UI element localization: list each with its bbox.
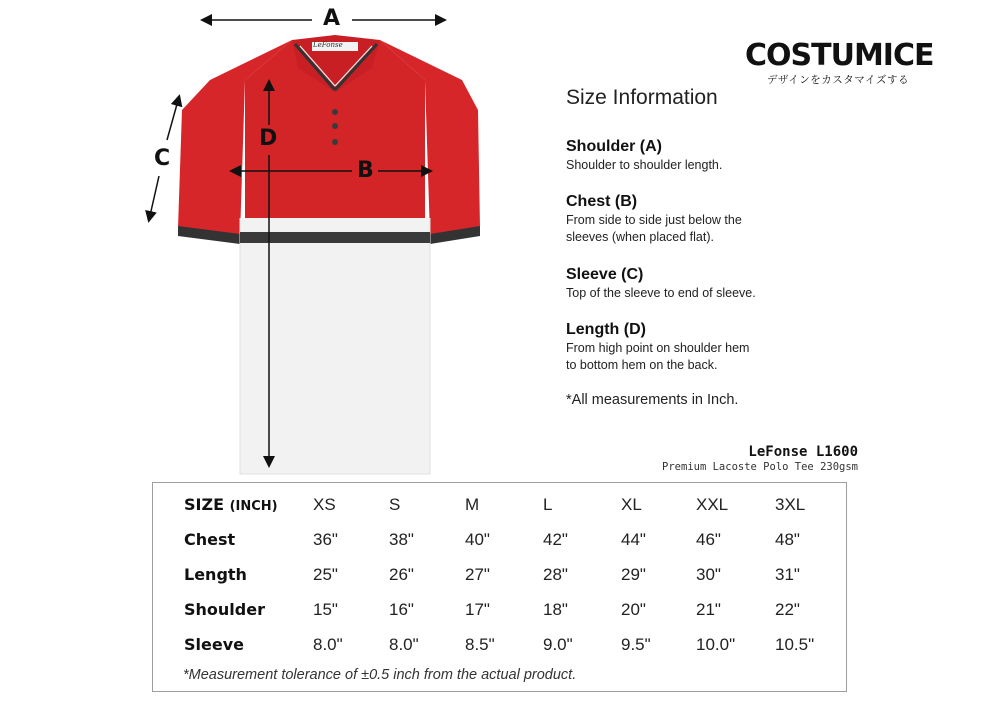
info-item-sleeve <box>566 265 836 302</box>
info-desc: Shoulder to shoulder length. <box>566 158 723 172</box>
table-cell: 21ʺ <box>696 600 721 619</box>
tolerance-note: *Measurement tolerance of ±0.5 inch from the actual product. <box>183 667 577 683</box>
info-item-shoulder <box>566 137 836 174</box>
shirt-label: LeFonse <box>313 41 343 49</box>
size-m: M <box>465 495 480 514</box>
table-cell: 31ʺ <box>775 565 800 584</box>
size-l: L <box>543 495 553 514</box>
table-cell: 10.5ʺ <box>775 635 815 654</box>
table-cell: 29ʺ <box>621 565 646 584</box>
size-xxl: XXL <box>696 495 729 514</box>
table-cell: 36ʺ <box>313 530 338 549</box>
size-3xl: 3XL <box>775 495 806 514</box>
table-cell: 40ʺ <box>465 530 490 549</box>
dimension-arrows <box>0 0 520 480</box>
table-cell: 46ʺ <box>696 530 721 549</box>
row-label: Chest <box>184 530 236 549</box>
size-xs: XS <box>313 495 336 514</box>
dimension-label-d: D <box>259 126 278 151</box>
table-cell: 25ʺ <box>313 565 338 584</box>
table-cell: 48ʺ <box>775 530 800 549</box>
arrow-c-up <box>167 97 179 140</box>
product-name: LeFonse L1600 <box>748 444 858 460</box>
table-cell: 18ʺ <box>543 600 568 619</box>
table-cell: 16ʺ <box>389 600 414 619</box>
table-cell: 30ʺ <box>696 565 721 584</box>
measurement-note: *All measurements in Inch. <box>566 392 739 408</box>
info-desc: sleeves (when placed flat). <box>566 230 714 244</box>
dimension-label-c: C <box>154 146 171 171</box>
table-cell: 38ʺ <box>389 530 414 549</box>
table-cell: 9.5ʺ <box>621 635 651 654</box>
table-cell: 8.0ʺ <box>313 635 343 654</box>
info-head: Sleeve (C) <box>566 266 644 283</box>
brand-logo <box>745 38 934 87</box>
brand-tagline: デザインをカスタマイズする <box>767 74 909 86</box>
row-label: Shoulder <box>184 600 265 619</box>
info-head: Chest (B) <box>566 193 638 210</box>
size-table <box>152 482 847 692</box>
table-cell: 20ʺ <box>621 600 646 619</box>
info-head: Length (D) <box>566 321 646 338</box>
table-cell: 26ʺ <box>389 565 414 584</box>
arrow-c-down <box>149 176 159 220</box>
size-header: SIZE <box>184 495 225 514</box>
row-label: Length <box>184 565 247 584</box>
table-cell: 10.0ʺ <box>696 635 736 654</box>
size-info-title: Size Information <box>566 86 718 109</box>
table-cell: 44ʺ <box>621 530 646 549</box>
table-cell: 42ʺ <box>543 530 568 549</box>
table-cell: 28ʺ <box>543 565 568 584</box>
brand-name: COSTUMICE <box>745 38 934 73</box>
info-desc: From high point on shoulder hem <box>566 341 750 355</box>
table-row-chest <box>153 530 846 554</box>
info-item-length <box>566 320 836 374</box>
info-desc: Top of the sleeve to end of sleeve. <box>566 286 756 300</box>
table-row-shoulder <box>153 600 846 624</box>
table-row-sleeve <box>153 635 846 659</box>
table-header-label <box>184 495 278 514</box>
size-unit: (INCH) <box>229 499 278 514</box>
info-desc: From side to side just below the <box>566 213 742 227</box>
row-label: Sleeve <box>184 635 244 654</box>
dimension-label-b: B <box>357 158 374 183</box>
dimension-label-a: A <box>323 6 341 31</box>
table-cell: 9.0ʺ <box>543 635 573 654</box>
table-cell: 8.5ʺ <box>465 635 495 654</box>
table-cell: 22ʺ <box>775 600 800 619</box>
size-s: S <box>389 495 401 514</box>
table-header-row <box>153 495 846 519</box>
table-cell: 15ʺ <box>313 600 338 619</box>
table-row-length <box>153 565 846 589</box>
info-head: Shoulder (A) <box>566 138 662 155</box>
info-desc: to bottom hem on the back. <box>566 358 718 372</box>
table-cell: 27ʺ <box>465 565 490 584</box>
size-xl: XL <box>621 495 642 514</box>
table-cell: 17ʺ <box>465 600 490 619</box>
info-item-chest <box>566 192 836 246</box>
table-cell: 8.0ʺ <box>389 635 419 654</box>
product-description: Premium Lacoste Polo Tee 230gsm <box>662 461 858 473</box>
